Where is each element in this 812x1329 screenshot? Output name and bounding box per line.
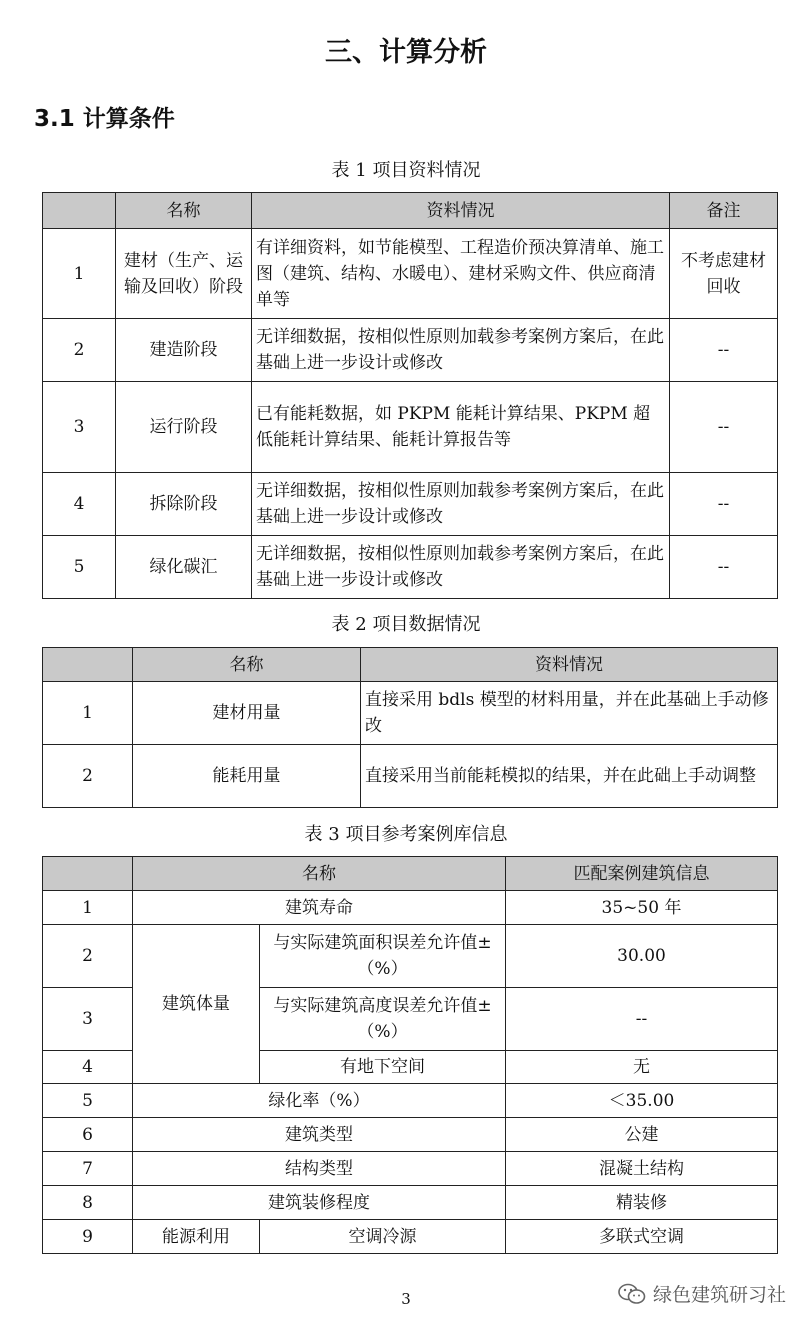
- table-row: [43, 1220, 778, 1254]
- header-cell: 名称: [133, 648, 361, 682]
- item-name: 建筑装修程度: [133, 1186, 506, 1220]
- item-name: 绿化率（%）: [133, 1084, 506, 1118]
- row-number: 9: [43, 1220, 133, 1254]
- row-number: 5: [43, 536, 116, 599]
- row-number: 2: [43, 925, 133, 988]
- table-row: [43, 319, 778, 382]
- header-cell: [43, 193, 116, 229]
- table-row: [43, 682, 778, 745]
- table-row: [43, 382, 778, 473]
- value-cell: 35~50 年: [506, 891, 778, 925]
- table2: [42, 647, 778, 808]
- value-cell: 精装修: [506, 1186, 778, 1220]
- row-number: 7: [43, 1152, 133, 1186]
- chapter-title: 三、计算分析: [325, 37, 487, 68]
- item-name: 有地下空间: [260, 1051, 506, 1084]
- note-cell: --: [670, 319, 778, 382]
- table-row: [43, 473, 778, 536]
- header-cell: 备注: [670, 193, 778, 229]
- table-row: [43, 536, 778, 599]
- group-label: 能源利用: [133, 1220, 260, 1254]
- info-cell: 有详细资料，如节能模型、工程造价预决算清单、施工图（建筑、结构、水暖电）、建材采购文件、供应商清单等: [252, 229, 670, 319]
- wechat-icon: [617, 1282, 647, 1306]
- table-row: [43, 1084, 778, 1118]
- value-cell: --: [506, 988, 778, 1051]
- item-name: 与实际建筑高度误差允许值±（%）: [260, 988, 506, 1051]
- table-row: [43, 229, 778, 319]
- value-cell: 无: [506, 1051, 778, 1084]
- table2-caption: 表 2 项目数据情况: [331, 614, 481, 635]
- item-name: 结构类型: [133, 1152, 506, 1186]
- watermark-text: 绿色建筑研习社: [652, 1284, 786, 1306]
- header-cell: 名称: [116, 193, 252, 229]
- page-number: 3: [401, 1290, 411, 1308]
- table-header-row: [43, 648, 778, 682]
- table-header-row: [43, 857, 778, 891]
- item-name: 空调冷源: [260, 1220, 506, 1254]
- stage-name: 绿化碳汇: [116, 536, 252, 599]
- info-cell: 已有能耗数据，如 PKPM 能耗计算结果、PKPM 超低能耗计算结果、能耗计算报告等: [252, 382, 670, 473]
- table3: [42, 856, 778, 1254]
- row-number: 5: [43, 1084, 133, 1118]
- stage-name: 拆除阶段: [116, 473, 252, 536]
- group-label: 建筑体量: [133, 925, 260, 1084]
- info-cell: 直接采用 bdls 模型的材料用量，并在此基础上手动修改: [361, 682, 778, 745]
- note-cell: --: [670, 473, 778, 536]
- note-cell: --: [670, 382, 778, 473]
- info-cell: 无详细数据，按相似性原则加载参考案例方案后，在此基础上进一步设计或修改: [252, 536, 670, 599]
- stage-name: 建材（生产、运输及回收）阶段: [116, 229, 252, 319]
- row-number: 3: [43, 382, 116, 473]
- header-cell: [43, 648, 133, 682]
- row-number: 6: [43, 1118, 133, 1152]
- row-number: 3: [43, 988, 133, 1051]
- item-name: 建筑寿命: [133, 891, 506, 925]
- value-cell: 30.00: [506, 925, 778, 988]
- row-number: 2: [43, 319, 116, 382]
- row-number: 1: [43, 229, 116, 319]
- value-cell: ＜35.00: [506, 1084, 778, 1118]
- table-row: [43, 1186, 778, 1220]
- item-name: 能耗用量: [133, 745, 361, 808]
- table-header-row: [43, 193, 778, 229]
- item-name: 与实际建筑面积误差允许值±（%）: [260, 925, 506, 988]
- value-cell: 混凝土结构: [506, 1152, 778, 1186]
- table-row: [43, 925, 778, 988]
- value-cell: 多联式空调: [506, 1220, 778, 1254]
- section-title: 3.1 计算条件: [34, 106, 175, 132]
- table1: [42, 192, 778, 599]
- table-row: [43, 1152, 778, 1186]
- header-cell: 名称: [133, 857, 506, 891]
- info-cell: 无详细数据，按相似性原则加载参考案例方案后，在此基础上进一步设计或修改: [252, 473, 670, 536]
- item-name: 建材用量: [133, 682, 361, 745]
- table-row: [43, 891, 778, 925]
- info-cell: 无详细数据，按相似性原则加载参考案例方案后，在此基础上进一步设计或修改: [252, 319, 670, 382]
- row-number: 8: [43, 1186, 133, 1220]
- table3-caption: 表 3 项目参考案例库信息: [304, 824, 508, 845]
- row-number: 2: [43, 745, 133, 808]
- note-cell: --: [670, 536, 778, 599]
- item-name: 建筑类型: [133, 1118, 506, 1152]
- header-cell: 资料情况: [361, 648, 778, 682]
- row-number: 1: [43, 891, 133, 925]
- header-cell: 资料情况: [252, 193, 670, 229]
- stage-name: 建造阶段: [116, 319, 252, 382]
- note-cell: 不考虑建材回收: [670, 229, 778, 319]
- row-number: 1: [43, 682, 133, 745]
- row-number: 4: [43, 1051, 133, 1084]
- watermark: [617, 1280, 786, 1307]
- table-row: [43, 1118, 778, 1152]
- table1-caption: 表 1 项目资料情况: [331, 160, 481, 181]
- info-cell: 直接采用当前能耗模拟的结果，并在此础上手动调整: [361, 745, 778, 808]
- row-number: 4: [43, 473, 116, 536]
- value-cell: 公建: [506, 1118, 778, 1152]
- header-cell: [43, 857, 133, 891]
- header-cell: 匹配案例建筑信息: [506, 857, 778, 891]
- table-row: [43, 745, 778, 808]
- stage-name: 运行阶段: [116, 382, 252, 473]
